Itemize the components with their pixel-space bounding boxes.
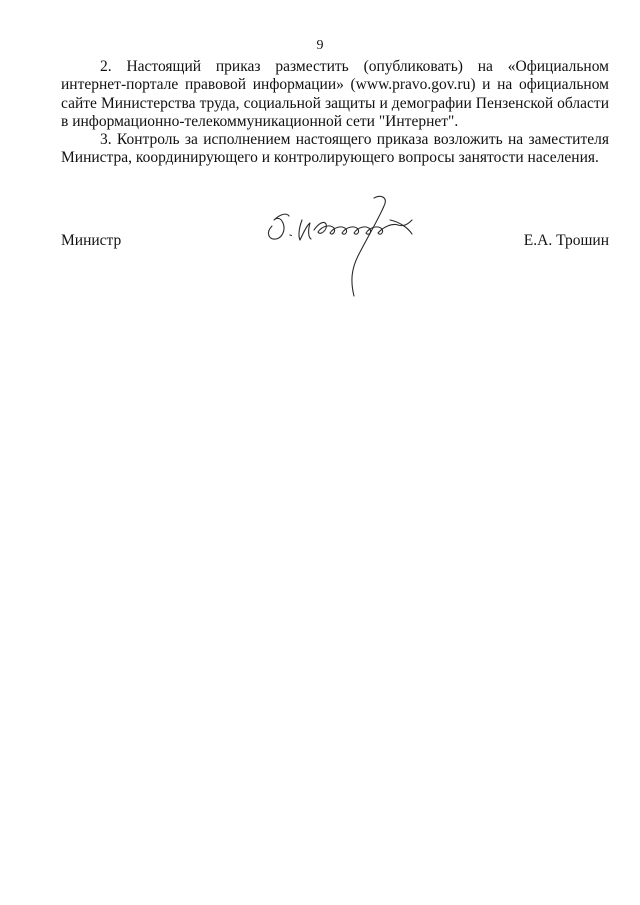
handwritten-signature: [262, 190, 422, 300]
paragraph-publication: 2. Настоящий приказ разместить (опубликовать) на «Официальном интернет-портале правовой информации» (www.pravo.gov.ru) и на официальном сайте Министерства труда, социальной защиты и демографии Пензенской области в информационно-телекоммуникационной сети "Интернет".: [61, 58, 609, 130]
document-body: [61, 58, 609, 168]
page-number: 9: [316, 38, 324, 53]
signatory-name: Е.А. Трошин: [523, 232, 609, 249]
paragraph-control: 3. Контроль за исполнением настоящего приказа возложить на заместителя Министра, координирующего и контролирующего вопросы занятости населения.: [61, 131, 609, 167]
signatory-title: Министр: [61, 232, 122, 249]
